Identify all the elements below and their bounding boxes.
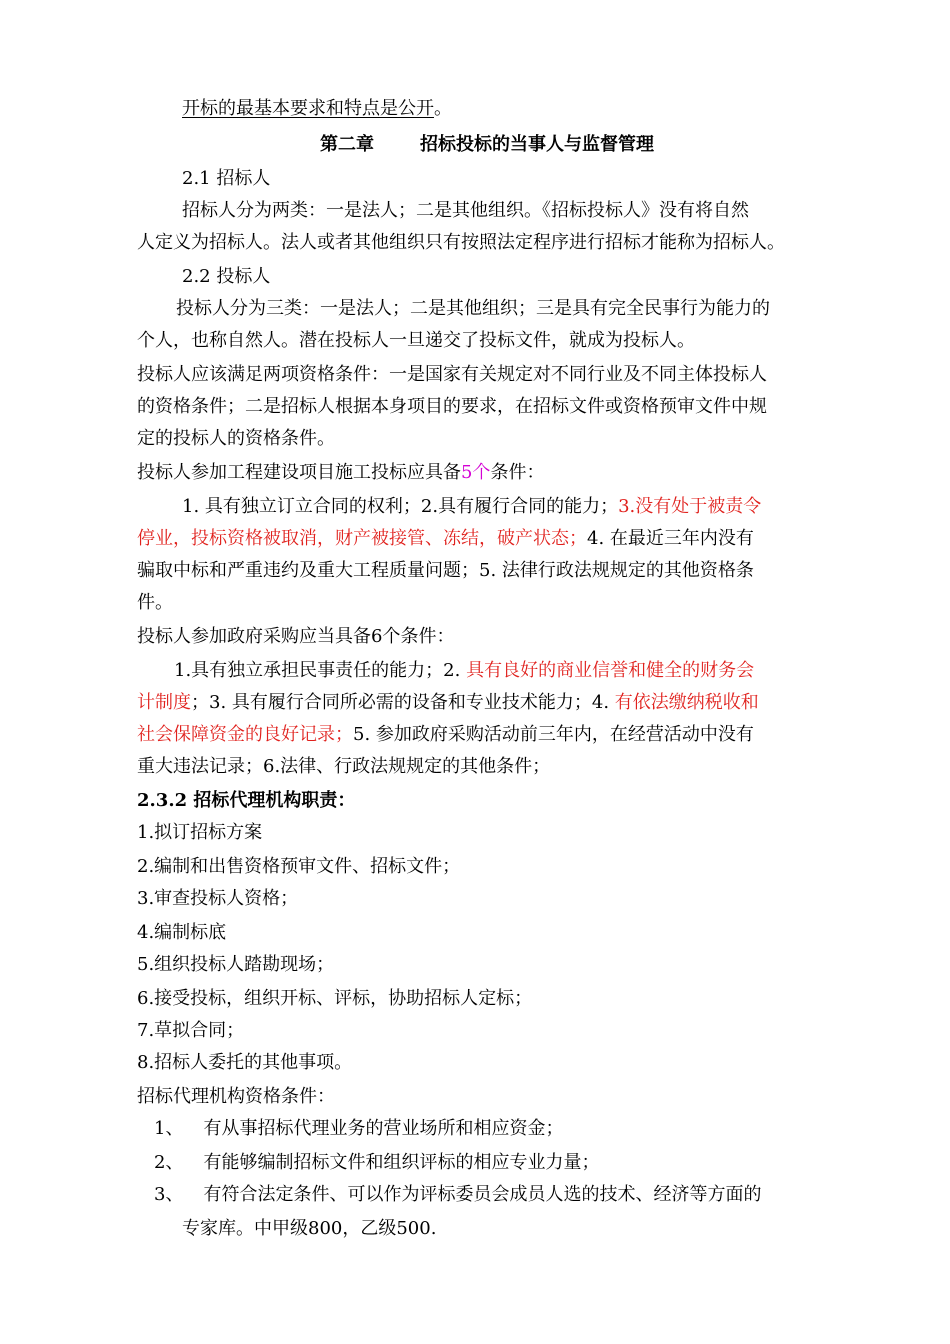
paragraph-line: 的资格条件；二是招标人根据本身项目的要求，在招标文件或资格预审文件中规 [137, 396, 767, 417]
duty-item: 7.草拟合同； [137, 1020, 245, 1041]
qualification-item: 1、 有从事招标代理业务的营业场所和相应资金； [154, 1118, 564, 1139]
chapter-number: 第二章 [320, 134, 374, 155]
duty-item: 5.组织投标人踏勘现场； [137, 954, 335, 975]
paragraph-line: 投标人应该满足两项资格条件：一是国家有关规定对不同行业及不同主体投标人 [137, 364, 767, 385]
conditions-line: 骗取中标和严重违约及重大工程质量问题；5. 法律行政法规规定的其他资格条 [137, 560, 754, 581]
paragraph-line: 定的投标人的资格条件。 [137, 428, 335, 449]
gov-conditions-line: 计制度；3. 具有履行合同所必需的设备和专业技术能力；4. 有依法缴纳税收和 [137, 692, 759, 713]
duty-item: 4.编制标底 [137, 922, 227, 943]
duty-item: 2.编制和出售资格预审文件、招标文件； [137, 856, 461, 877]
highlight-text: 计制度 [137, 692, 191, 713]
duty-item: 8.招标人委托的其他事项。 [137, 1052, 353, 1073]
paragraph-line: 人定义为招标人。法人或者其他组织只有按照法定程序进行招标才能称为招标人。 [137, 232, 785, 253]
qualification-item-continued: 专家库。中甲级800，乙级500. [182, 1218, 437, 1239]
gov-conditions-line: 重大违法记录；6.法律、行政法规规定的其他条件； [137, 756, 551, 777]
highlight-text: 有依法缴纳税收和 [614, 692, 759, 713]
line-open-bid: 开标的最基本要求和特点是公开。 [182, 98, 452, 119]
chapter-heading [320, 134, 654, 156]
paragraph-line: 招标人分为两类：一是法人；二是其他组织。《招标投标人》没有将自然 [182, 200, 749, 221]
paragraph-line: 投标人分为三类：一是法人；二是其他组织；三是具有完全民事行为能力的 [176, 298, 770, 319]
highlight-text: 社会保障资金的良好记录； [137, 724, 353, 745]
paragraph-line: 个人，也称自然人。潜在投标人一旦递交了投标文件，就成为投标人。 [137, 330, 695, 351]
qualification-title: 招标代理机构资格条件： [137, 1086, 335, 1107]
duty-item: 6.接受投标，组织开标、评标，协助招标人定标； [137, 988, 533, 1009]
paragraph-line: 投标人参加工程建设项目施工投标应具备5个条件： [137, 462, 545, 483]
section-2-1: 2.1 招标人 [182, 168, 271, 189]
qualification-item: 2、 有能够编制招标文件和组织评标的相应专业力量； [154, 1152, 600, 1173]
highlight-text: 停业，投标资格被取消，财产被接管、冻结，破产状态； [137, 528, 587, 549]
conditions-line: 停业，投标资格被取消，财产被接管、冻结，破产状态；4. 在最近三年内没有 [137, 528, 754, 549]
duty-item: 1.拟订招标方案 [137, 822, 263, 843]
highlight-count: 5个 [461, 462, 491, 483]
qualification-item: 3、 有符合法定条件、可以作为评标委员会成员人选的技术、经济等方面的 [154, 1184, 762, 1205]
highlight-text: 3.没有处于被责令 [618, 496, 762, 517]
section-2-2: 2.2 投标人 [182, 266, 271, 287]
paragraph-line: 投标人参加政府采购应当具备6个条件： [137, 626, 455, 647]
duty-item: 3.审查投标人资格； [137, 888, 299, 909]
conditions-line: 1. 具有独立订立合同的权利；2.具有履行合同的能力；3.没有处于被责令 [182, 496, 762, 517]
section-2-3-2: 2.3.2 招标代理机构职责： [137, 790, 356, 811]
underlined-text: 开标的最基本要求和特点是公开 [182, 98, 434, 119]
gov-conditions-line: 1.具有独立承担民事责任的能力；2. 具有良好的商业信誉和健全的财务会 [174, 660, 755, 681]
highlight-text: 具有良好的商业信誉和健全的财务会 [466, 660, 755, 681]
conditions-line: 件。 [137, 592, 173, 613]
gov-conditions-line: 社会保障资金的良好记录；5. 参加政府采购活动前三年内，在经营活动中没有 [137, 724, 754, 745]
chapter-title: 招标投标的当事人与监督管理 [420, 134, 654, 155]
